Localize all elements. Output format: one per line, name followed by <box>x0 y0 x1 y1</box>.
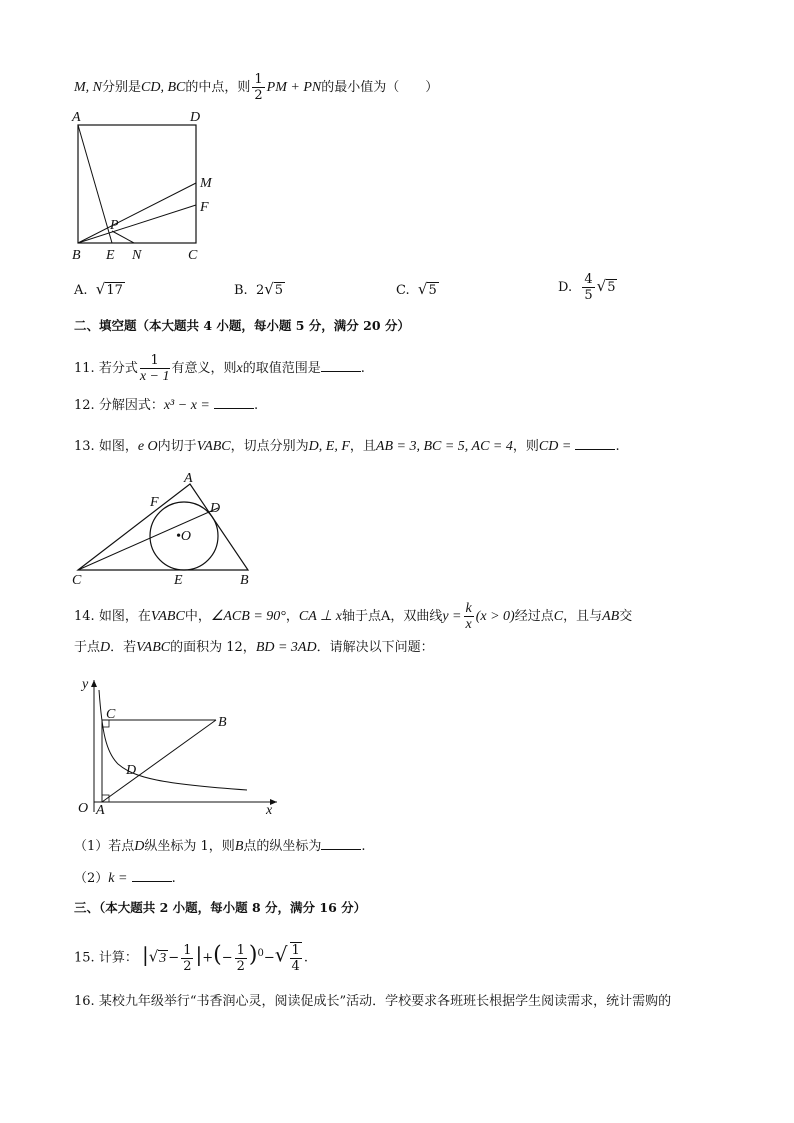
q10-intro: M, N分别是CD, BC的中点，则 $\frac{1}{2}$ PM + PN的最小值为（ ） <box>74 72 439 103</box>
option-a[interactable]: A. √17 <box>74 280 123 298</box>
q14-sub1: （1）若点D纵坐标为 1，则B点的纵坐标为 . <box>74 839 366 854</box>
q13-triangle-figure <box>66 470 266 588</box>
fig10-label-C: C <box>188 248 198 263</box>
section-2-heading: 二、填空题（本大题共 4 小题，每小题 5 分，满分 20 分） <box>74 318 410 333</box>
fig14-label-O: O <box>78 801 89 816</box>
fig14-label-C: C <box>106 707 116 722</box>
q13: 13. 如图，e O内切于VABC，切点分别为D, E, F，且AB = 3, BC = 5, AC = 4，则CD = . <box>74 439 620 454</box>
q14-line1: 14. 如图，在VABC中，∠ACB = 90°，CA ⊥ x轴于点A，双曲线y = $\frac{k}{x}$ (x > 0)经过点C，且与AB交 <box>74 601 633 632</box>
fig10-label-F: F <box>200 200 209 215</box>
q14-sub1-answer-blank[interactable] <box>321 837 361 850</box>
q11: 11. 若分式 $\frac{1}{x - 1}$ 有意义，则x的取值范围是 . <box>74 353 365 384</box>
q14-sub2: （2）k = . <box>74 871 176 886</box>
fig10-label-D: D <box>190 110 201 125</box>
q11-answer-blank[interactable] <box>321 359 361 372</box>
fig10-label-B: B <box>72 248 81 263</box>
fig13-label-C: C <box>72 573 82 588</box>
q16: 16. 某校九年级举行“书香润心灵，阅读促成长”活动．学校要求各班班长根据学生阅读需求，统计需购的 <box>74 994 672 1009</box>
fig13-label-A: A <box>184 471 193 486</box>
fig13-label-B: B <box>240 573 249 588</box>
fig13-label-D: D <box>210 501 221 516</box>
fig14-label-D: D <box>126 763 137 778</box>
fig13-label-O: •O <box>176 529 192 544</box>
option-d[interactable]: D. $\frac{4}{5}$ √5 <box>558 272 616 303</box>
fig13-label-E: E <box>174 573 183 588</box>
section-3-heading: 三、（本大题共 2 小题，每小题 8 分，满分 16 分） <box>74 900 367 915</box>
q13-answer-blank[interactable] <box>575 437 615 450</box>
q10-square-figure <box>68 105 228 265</box>
q14-line2: 于点D．若VABC的面积为 12，BD = 3AD．请解决以下问题： <box>74 640 434 655</box>
q14-sub2-answer-blank[interactable] <box>132 869 172 882</box>
q12: 12. 分解因式：x³ − x = . <box>74 398 259 413</box>
option-c[interactable]: C. √5 <box>396 280 437 298</box>
fig14-label-x: x <box>266 803 273 818</box>
fig10-label-E: E <box>106 248 115 263</box>
fig14-label-y: y <box>82 677 89 692</box>
q14-hyperbola-figure <box>72 672 282 820</box>
fig14-label-B: B <box>218 715 227 730</box>
fig13-label-F: F <box>150 495 159 510</box>
fig14-label-A: A <box>96 803 105 818</box>
option-b[interactable]: B. 2√5 <box>234 280 284 298</box>
fig10-label-M: M <box>200 176 212 191</box>
q15: 15. 计算： |√3 − $\frac{1}{2}$ |+(− $\frac{1}{2}$ )$^0$−√ $\frac{1}{4}$ . <box>74 942 308 974</box>
fig10-label-A: A <box>72 110 81 125</box>
fig10-label-N: N <box>132 248 142 263</box>
fig10-label-P: P <box>110 218 119 233</box>
q12-answer-blank[interactable] <box>214 396 254 409</box>
